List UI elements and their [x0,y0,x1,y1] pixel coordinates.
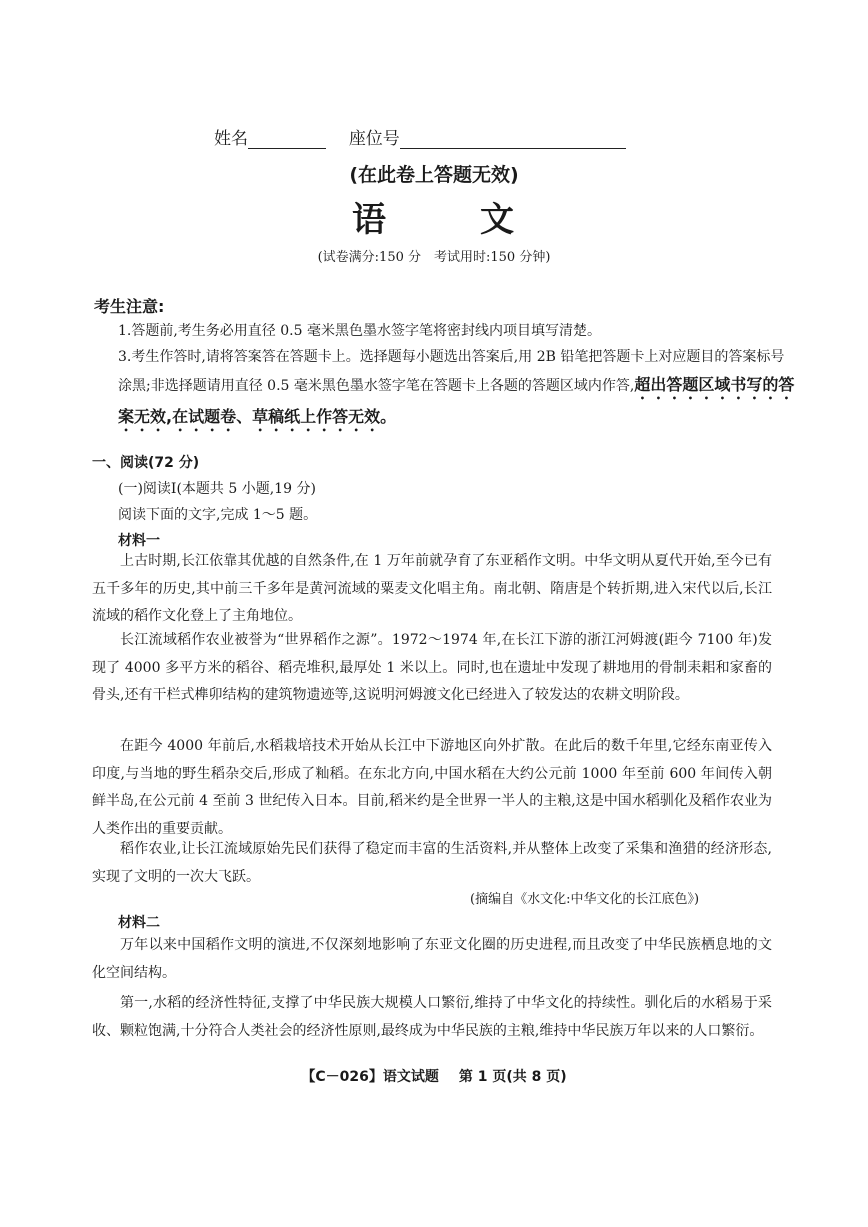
sub-section-title: (一)阅读Ⅰ(本题共 5 小题,19 分) [118,481,316,497]
instruction: 阅读下面的文字,完成 1～5 题。 [118,507,318,523]
candidate-info-line [214,124,626,149]
material2-label: 材料二 [118,915,160,931]
material1-paragraph-3: 在距今 4000 年前后,水稻栽培技术开始从长江中下游地区向外扩散。在此后的数千年里,它经东南亚传入印度,与当地的野生稻杂交后,形成了籼稻。在东北方向,中国水稻在大约公元前 1000 年至前 600 年间传入朝鲜半岛,在公元前 4 至前 3 世纪传入日本。目前,稻米约是全世界一半人的主粮,这是中国水稻驯化及稻作农业为人类作出的重要贡献。 [92,738,772,837]
material2-paragraph-1: 万年以来中国稻作文明的演进,不仅深刻地影响了东亚文化圈的历史进程,而且改变了中华民族栖息地的文化空间结构。 [92,937,772,981]
notice-item-3 [118,344,798,435]
notice-item-1: 1.答题前,考生务必用直径 0.5 毫米黑色墨水签字笔将密封线内项目填写清楚。 [118,323,601,339]
page-title [0,192,868,241]
seat-blank [400,130,626,149]
notice-warning: 超出答题区域书写的答案无效,在试题卷、草稿纸上作答无效。 [118,375,795,426]
name-label: 姓名 [214,129,248,149]
material2-paragraph-2: 第一,水稻的经济性特征,支撑了中华民族大规模人口繁衍,维持了中华文化的持续性。驯化后的水稻易于采收、颗粒饱满,十分符合人类社会的经济性原则,最终成为中华民族的主粮,维持中华民族万年以来的人口繁衍。 [92,995,772,1039]
exam-info: (试卷满分:150 分 考试用时:150 分钟) [317,250,551,265]
name-blank [248,130,326,149]
invalid-notice: (在此卷上答题无效) [349,164,519,186]
material1-paragraph-4: 稻作农业,让长江流域原始先民们获得了稳定而丰富的生活资料,并从整体上改变了采集和渔猎的经济形态,实现了文明的一次大飞跃。 [92,841,772,885]
section-title: 一、阅读(72 分) [92,455,200,471]
notice-item-3-text: 3.考生作答时,请将答案答在答题卡上。选择题每小题选出答案后,用 2B 铅笔把答题卡上对应题目的答案标号涂黑;非选择题请用直径 0.5 毫米黑色墨水签字笔在答题卡上各题的答题区域内作答, [118,349,785,394]
material1-paragraph-1: 上古时期,长江依靠其优越的自然条件,在 1 万年前就孕育了东亚稻作文明。中华文明从夏代开始,至今已有五千多年的历史,其中前三千多年是黄河流域的粟麦文化唱主角。南北朝、隋唐是个转折期,进入宋代以后,长江流域的稻作文化登上了主角地位。 [92,553,772,624]
title-right: 文 [480,200,516,240]
footer-page: 第 1 页(共 8 页) [458,1069,567,1085]
title-left: 语 [352,200,388,240]
material1-paragraph-2: 长江流域稻作农业被誉为“世界稻作之源”。1972～1974 年,在长江下游的浙江河姆渡(距今 7100 年)发现了 4000 多平方米的稻谷、稻壳堆积,最厚处 1 米以上。同时,也在遗址中发现了耕地用的骨制耒耜和家畜的骨头,还有干栏式榫卯结构的建筑物遗迹等,这说明河姆渡文化已经进入了较发达的农耕文明阶段。 [92,632,772,703]
material1-source: (摘编自《水文化:中华文化的长江底色》) [470,892,700,907]
page-footer [0,1066,868,1086]
notice-title: 考生注意: [94,297,165,316]
footer-code: 【C－026】语文试题 [301,1069,439,1085]
seat-label: 座位号 [348,129,400,149]
material1-label: 材料一 [118,533,160,549]
